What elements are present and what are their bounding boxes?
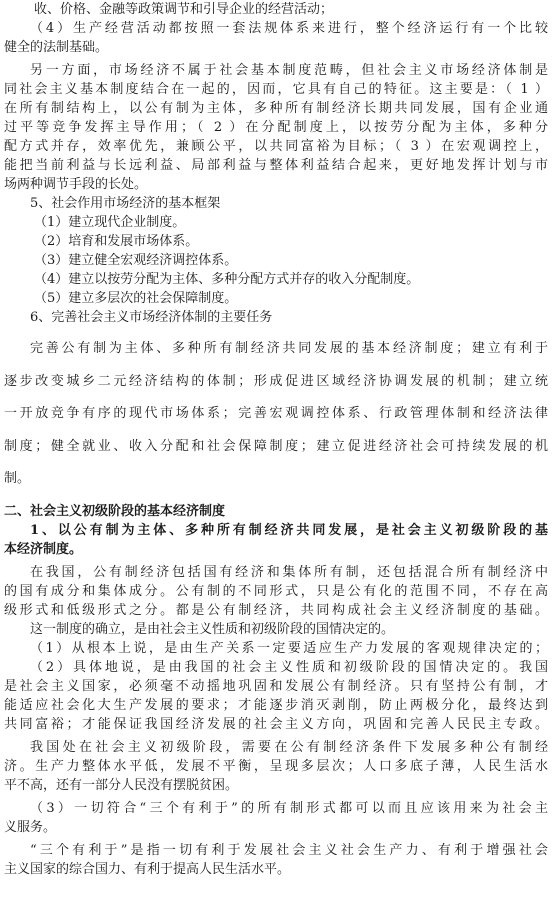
part2-body bbox=[4, 563, 548, 879]
text-line: 共同富裕；才能保证我国经济发展的社会主义方向，巩固和完善人民民主专政。 bbox=[4, 716, 548, 732]
section6-body bbox=[4, 333, 548, 496]
section-heading: 6、完善社会主义市场经济体制的主要任务 bbox=[30, 310, 273, 325]
text-line: 健全的法制基础。 bbox=[4, 40, 109, 55]
text-line: 场两种调节手段的长处。 bbox=[4, 177, 148, 192]
text-line: 我国处在社会主义初级阶段，需要在公有制经济条件下发展多种公有制经 bbox=[30, 739, 548, 755]
list-item: （1）建立现代企业制度。 bbox=[34, 215, 186, 230]
list-item: （4）建立以按劳分配为主体、多种分配方式并存的收入分配制度。 bbox=[34, 272, 420, 287]
text-line: 同社会主义基本制度结合在一起的，因而，它具有自己的特征。这主要是：（ 1 ） bbox=[4, 82, 548, 97]
text-line: 过平等竞争发挥主导作用；（ 2 ）在分配制度上，以按劳分配为主体，多种分 bbox=[4, 120, 548, 135]
text-line: 完善公有制为主体、多种所有制经济共同发展的基本经济制度；建立有利于 bbox=[30, 341, 548, 356]
subheading-line: 本经济制度。 bbox=[4, 541, 83, 557]
text-line: 平不高，还有一部分人民没有摆脱贫困。 bbox=[4, 777, 239, 793]
text-line: 配方式并存，效率优先，兼顾公平，以共同富裕为目标；（ 3 ）在宏观调控上， bbox=[4, 139, 548, 154]
text-line: “三个有利于”是指一切有利于发展社会主义社会生产力、有利于增强社会 bbox=[30, 842, 548, 858]
list-item: （5）建立多层次的社会保障制度。 bbox=[34, 291, 238, 306]
text-line: 济。生产力整体水平低，发展不平衡，呈现多层次；人口多底子薄，人民生活水 bbox=[4, 758, 548, 774]
part-heading: 二、社会主义初级阶段的基本经济制度 bbox=[4, 503, 226, 519]
section-heading: 5、社会作用市场经济的基本框架 bbox=[30, 196, 221, 211]
subheading-line: 1、以公有制为主体、多种所有制经济共同发展，是社会主义初级阶段的基 bbox=[30, 522, 548, 538]
text-line: （3）一切符合“三个有利于”的所有制形式都可以而且应该用来为社会主 bbox=[30, 800, 548, 816]
text-line: 这一制度的确立，是由社会主义性质和初级阶段的国情决定的。 bbox=[30, 621, 395, 637]
text-line: 在我国，公有制经济包括国有经济和集体所有制，还包括混合所有制经济中 bbox=[30, 564, 548, 580]
text-line: 收、价格、金融等政策调节和引导企业的经营活动； bbox=[34, 2, 334, 17]
text-line: （4）生产经营活动都按照一套法规体系来进行，整个经济运行有一个比较 bbox=[30, 21, 548, 36]
text-line: 另一方面，市场经济不属于社会基本制度范畴，但社会主义市场经济体制是 bbox=[30, 63, 548, 78]
text-line: 制度；健全就业、收入分配和社会保障制度；建立促进经济社会可持续发展的机 bbox=[4, 438, 548, 454]
text-line: 义服务。 bbox=[4, 819, 57, 835]
text-line: 的国有成分和集体成分。公有制的不同形式，只是公有化的范围不同，不存在高 bbox=[4, 583, 548, 599]
text-line: （1）从根本上说，是由生产关系一定要适应生产力发展的客观规律决定的； bbox=[30, 640, 548, 656]
text-line: 一开放竞争有序的现代市场体系；完善宏观调控体系、行政管理体制和经济法律 bbox=[4, 406, 548, 421]
text-line: 制。 bbox=[4, 471, 31, 486]
text-line: （2）具体地说，是由我国的社会主义性质和初级阶段的国情决定的。我国 bbox=[30, 659, 548, 675]
text-line: 在所有制结构上，以公有制为主体，多种所有制经济长期共同发展，国有企业通 bbox=[4, 101, 548, 116]
text-line: 能适应社会化大生产发展的要求；才能逐步消灭剥削，防止两极分化，最终达到 bbox=[4, 697, 548, 713]
text-line: 级形式和低级形式之分。都是公有制经济，共同构成社会主义经济制度的基础。 bbox=[4, 602, 548, 618]
text-line: 能把当前利益与长远利益、局部利益与整体利益结合起来，更好地发挥计划与市 bbox=[4, 158, 548, 173]
text-line: 是社会主义国家，必须毫不动摇地巩固和发展公有制经济。只有坚持公有制，才 bbox=[4, 678, 548, 694]
text-line: 主义国家的综合国力、有利于提高人民生活水平。 bbox=[4, 861, 291, 877]
text-line: 逐步改变城乡二元经济结构的体制；形成促进区域经济协调发展的机制；建立统 bbox=[4, 373, 548, 389]
list-item: （2）培育和发展市场体系。 bbox=[34, 234, 199, 249]
list-item: （3）建立健全宏观经济调控体系。 bbox=[34, 253, 238, 268]
